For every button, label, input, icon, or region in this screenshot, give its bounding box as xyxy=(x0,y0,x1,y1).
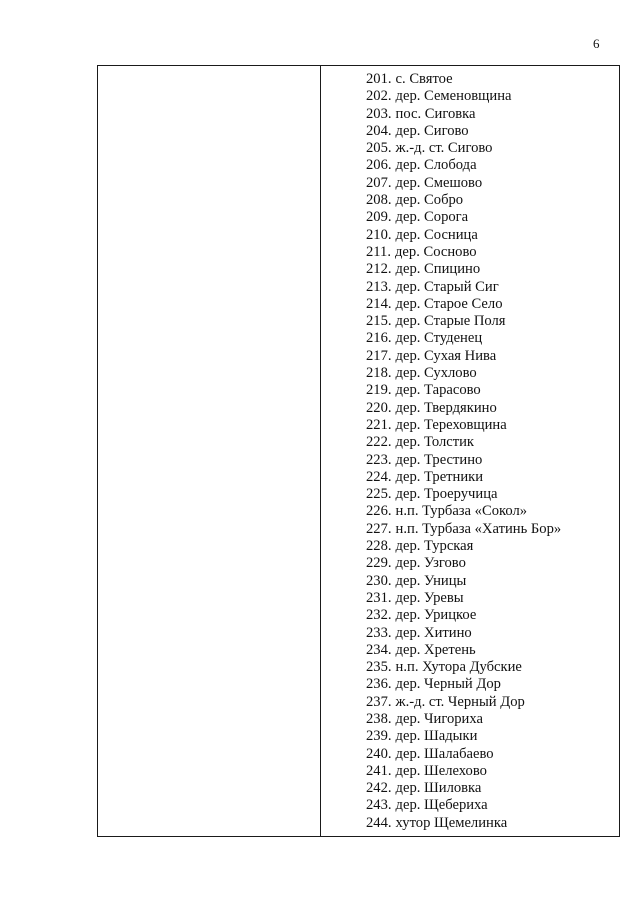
entry-number: 231. xyxy=(366,589,392,606)
list-item xyxy=(366,797,619,814)
entry-name: дер. Чигориха xyxy=(395,710,483,727)
entry-name: ж.-д. ст. Черный Дор xyxy=(395,693,525,710)
list-item xyxy=(366,348,619,365)
list-item xyxy=(366,728,619,745)
entry-number: 243. xyxy=(366,797,392,814)
entry-name: дер. Турская xyxy=(395,538,474,555)
list-item xyxy=(366,469,619,486)
entry-name: дер. Старое Село xyxy=(395,295,503,312)
entry-number: 229. xyxy=(366,555,392,572)
entry-name: дер. Уревы xyxy=(395,589,464,606)
settlements-table xyxy=(97,65,620,837)
list-item xyxy=(366,106,619,123)
entry-name: дер. Узгово xyxy=(395,555,466,572)
list-item xyxy=(366,192,619,209)
entry-number: 212. xyxy=(366,261,392,278)
list-item xyxy=(366,279,619,296)
entry-name: дер. Хитино xyxy=(395,624,472,641)
entry-name: дер. Толстик xyxy=(395,434,475,451)
entry-number: 226. xyxy=(366,503,392,520)
list-item xyxy=(366,400,619,417)
list-item xyxy=(366,365,619,382)
entry-name: дер. Сосница xyxy=(395,226,478,243)
entry-number: 221. xyxy=(366,416,392,433)
list-item xyxy=(366,642,619,659)
list-item xyxy=(366,140,619,157)
entry-number: 218. xyxy=(366,365,392,382)
entry-name: дер. Шелехово xyxy=(395,762,487,779)
entry-number: 225. xyxy=(366,486,392,503)
list-item xyxy=(366,659,619,676)
entry-name: дер. Тереховщина xyxy=(395,416,507,433)
entry-name: дер. Смешово xyxy=(395,174,483,191)
list-item xyxy=(366,590,619,607)
entry-name: дер. Твердякино xyxy=(395,399,497,416)
entry-number: 210. xyxy=(366,226,392,243)
list-item xyxy=(366,244,619,261)
entry-name: дер. Семеновщина xyxy=(395,88,512,105)
list-item xyxy=(366,209,619,226)
list-item xyxy=(366,625,619,642)
entry-name: дер. Хретень xyxy=(395,641,476,658)
entry-name: дер. Старый Сиг xyxy=(395,278,499,295)
list-item xyxy=(366,296,619,313)
entry-number: 228. xyxy=(366,538,392,555)
list-item xyxy=(366,157,619,174)
list-item xyxy=(366,382,619,399)
entry-name: н.п. Хутора Дубские xyxy=(395,659,522,676)
entry-name: дер. Сухая Нива xyxy=(395,347,497,364)
list-item xyxy=(366,227,619,244)
entry-name: дер. Сухлово xyxy=(395,365,477,382)
entry-number: 222. xyxy=(366,434,392,451)
list-item xyxy=(366,763,619,780)
entry-number: 202. xyxy=(366,88,392,105)
entry-name: пос. Сиговка xyxy=(395,105,476,122)
entry-number: 216. xyxy=(366,330,392,347)
list-item xyxy=(366,555,619,572)
entry-name: дер. Спицино xyxy=(395,261,481,278)
settlement-list xyxy=(321,71,619,832)
entry-name: дер. Третники xyxy=(395,468,484,485)
list-item xyxy=(366,71,619,88)
entry-name: дер. Щебериха xyxy=(395,797,488,814)
list-item xyxy=(366,123,619,140)
entry-name: дер. Шиловка xyxy=(395,780,482,797)
list-item xyxy=(366,538,619,555)
entry-number: 234. xyxy=(366,641,392,658)
entry-number: 240. xyxy=(366,745,392,762)
entry-name: дер. Черный Дор xyxy=(395,676,501,693)
entry-number: 230. xyxy=(366,572,392,589)
list-item xyxy=(366,694,619,711)
entry-name: н.п. Турбаза «Хатинь Бор» xyxy=(395,520,562,537)
list-item xyxy=(366,780,619,797)
list-item xyxy=(366,417,619,434)
entry-number: 203. xyxy=(366,105,392,122)
entry-number: 235. xyxy=(366,659,392,676)
list-item xyxy=(366,261,619,278)
list-item xyxy=(366,521,619,538)
entry-name: дер. Студенец xyxy=(395,330,483,347)
entry-number: 237. xyxy=(366,693,392,710)
entry-number: 206. xyxy=(366,157,392,174)
list-item xyxy=(366,452,619,469)
entry-number: 242. xyxy=(366,780,392,797)
entry-number: 220. xyxy=(366,399,392,416)
entry-number: 213. xyxy=(366,278,392,295)
entry-number: 204. xyxy=(366,122,392,139)
entry-name: дер. Старые Поля xyxy=(395,313,506,330)
entry-number: 232. xyxy=(366,607,392,624)
entry-name: дер. Слобода xyxy=(395,157,477,174)
entry-number: 238. xyxy=(366,710,392,727)
entry-number: 201. xyxy=(366,71,392,87)
list-item xyxy=(366,313,619,330)
entry-name: дер. Тарасово xyxy=(395,382,481,399)
entry-number: 244. xyxy=(366,814,392,831)
entry-number: 208. xyxy=(366,192,392,209)
entry-number: 211. xyxy=(366,243,391,260)
entry-number: 219. xyxy=(366,382,392,399)
list-item xyxy=(366,746,619,763)
entry-number: 217. xyxy=(366,347,392,364)
entry-name: дер. Собро xyxy=(395,192,464,209)
list-item xyxy=(366,330,619,347)
entry-name: дер. Сигово xyxy=(395,122,469,139)
entry-number: 227. xyxy=(366,520,392,537)
list-item xyxy=(366,676,619,693)
entry-name: дер. Шалабаево xyxy=(395,745,494,762)
entry-number: 224. xyxy=(366,468,392,485)
list-item xyxy=(366,815,619,832)
entry-number: 209. xyxy=(366,209,392,226)
entry-name: дер. Шадыки xyxy=(395,728,478,745)
entry-name: дер. Уницы xyxy=(395,572,467,589)
list-item xyxy=(366,503,619,520)
list-item xyxy=(366,486,619,503)
entry-number: 236. xyxy=(366,676,392,693)
entry-name: дер. Сосново xyxy=(395,243,477,260)
list-item xyxy=(366,175,619,192)
entry-number: 207. xyxy=(366,174,392,191)
entry-number: 215. xyxy=(366,313,392,330)
list-item xyxy=(366,607,619,624)
right-column-cell xyxy=(321,71,619,836)
list-item xyxy=(366,434,619,451)
left-column-cell xyxy=(98,66,320,836)
entry-name: н.п. Турбаза «Сокол» xyxy=(395,503,528,520)
entry-number: 233. xyxy=(366,624,392,641)
entry-name: с. Святое xyxy=(395,71,453,87)
list-item xyxy=(366,88,619,105)
entry-number: 239. xyxy=(366,728,392,745)
entry-number: 223. xyxy=(366,451,392,468)
entry-name: ж.-д. ст. Сигово xyxy=(395,140,493,157)
entry-name: дер. Сорога xyxy=(395,209,469,226)
page-number: 6 xyxy=(593,36,600,51)
list-item xyxy=(366,711,619,728)
entry-name: дер. Урицкое xyxy=(395,607,477,624)
entry-name: дер. Трестино xyxy=(395,451,483,468)
entry-number: 241. xyxy=(366,762,392,779)
entry-name: дер. Троеручица xyxy=(395,486,498,503)
list-item xyxy=(366,573,619,590)
entry-number: 214. xyxy=(366,295,392,312)
entry-number: 205. xyxy=(366,140,392,157)
entry-name: хутор Щемелинка xyxy=(395,814,508,831)
